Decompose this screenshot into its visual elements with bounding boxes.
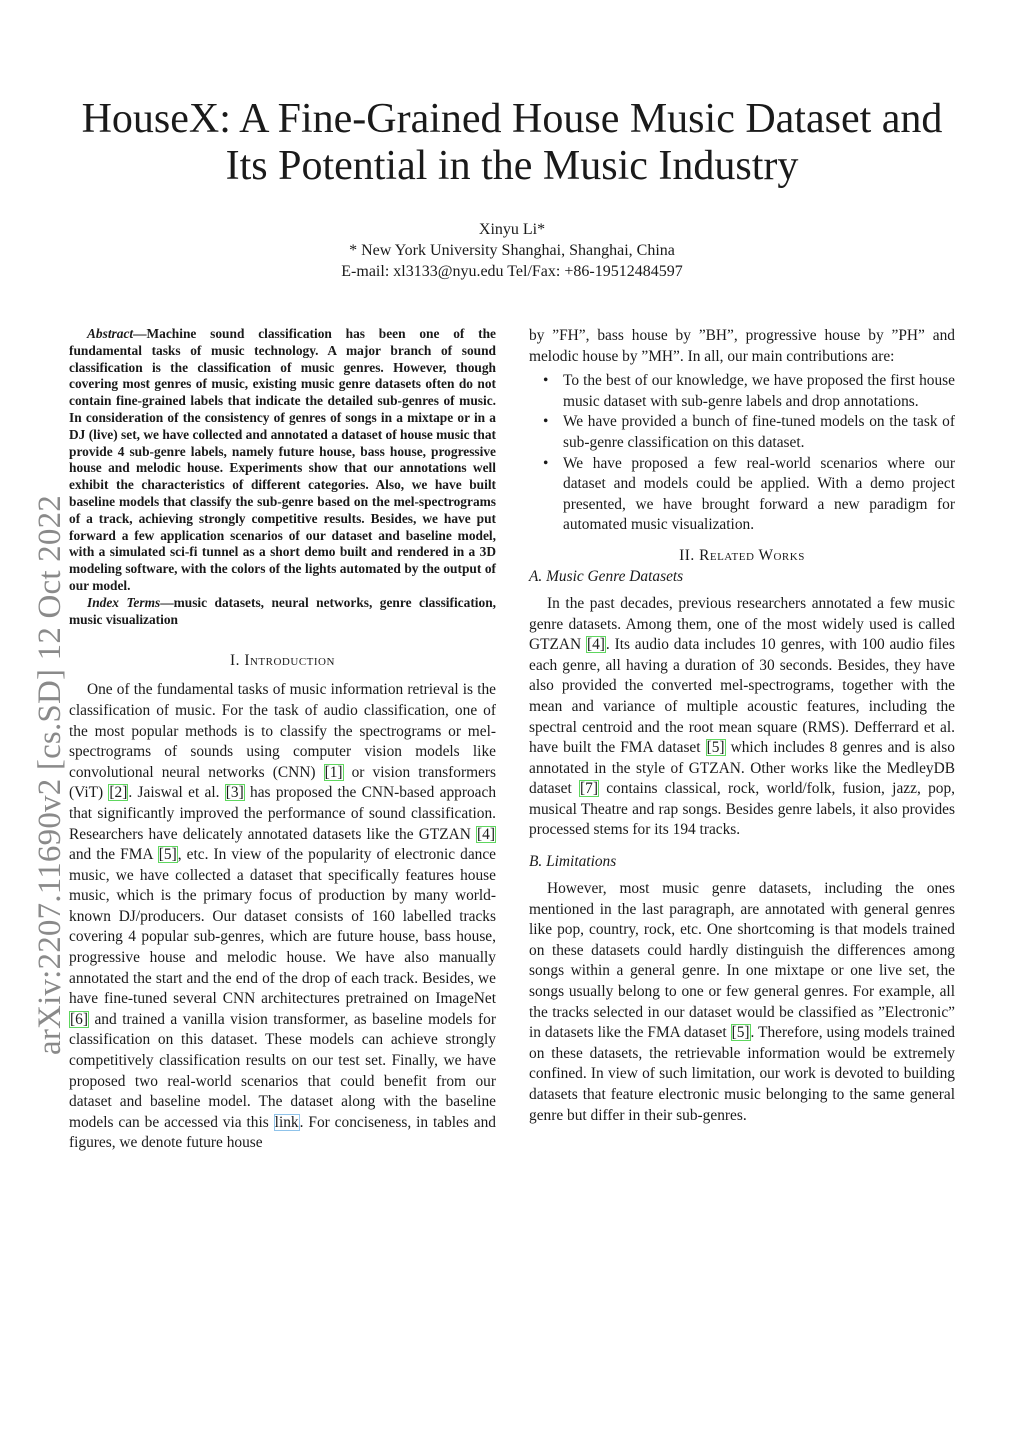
intro-text: has proposed the CNN-based approach that significantly improved the performance of sound classification. Researchers have delicately annotated datasets like the GTZAN: [69, 784, 497, 843]
citation-link[interactable]: [3]: [225, 784, 244, 802]
intro-text: One of the fundamental tasks of music information retrieval is the classification of music. For the task of audio classification, one of the most popular methods is to classify the spectrograms or mel-spectrograms of sounds using computer vision models like convolutional neural networks (CNN): [69, 681, 496, 781]
body-text: contains classical, rock, world/folk, fusion, jazz, pop, musical Theatre and rap songs. Besides genre labels, it also provides processed stems for its 194 tracks.: [529, 780, 955, 839]
body-text: However, most music genre datasets, including the ones mentioned in the last paragraph, are annotated with general genres like pop, country, rock, etc. One shortcoming is that models trained on these datasets could hardly distinguish the differences among songs within a general genre. In one mixtape or one live set, the songs usually belong to one or few general genres. For example, all the tracks selected in our dataset would be classified as ”Electronic” in datasets like the FMA dataset: [529, 880, 955, 1042]
intro-text: or vision transformers (ViT): [69, 763, 496, 802]
dataset-link[interactable]: link: [274, 1113, 299, 1131]
abstract: [69, 326, 496, 595]
body-text: . Therefore, using models trained on these datasets, the retrievable information would be extremely confined. In view of such limitation, our work is devoted to building datasets that feature electronic music belonging to the same general genre but differ in their sub-genres.: [529, 1024, 955, 1124]
left-column: [69, 326, 496, 1154]
intro-text: . Jaiswal et al.: [128, 784, 225, 802]
list-item: • To the best of our knowledge, we have proposed the first house music dataset with sub-genre labels and drop annotations.: [563, 371, 955, 412]
paper-title: HouseX: A Fine-Grained House Music Dataset and Its Potential in the Music Industry: [81, 96, 943, 189]
author-name: Xinyu Li*: [478, 221, 546, 238]
contributions-list: [529, 371, 955, 536]
index-terms-text: —music datasets, neural networks, genre classification, music visualization: [69, 594, 496, 627]
citation-link[interactable]: [1]: [324, 763, 343, 781]
intro-text: , etc. In view of the popularity of electronic dance music, we have collected a dataset that specifically features house music, which is the primary focus of production by many world-known DJ/producers. Our dataset consists of 160 labelled tracks covering 4 popular sub-genres, which are future house, bass house, progressive house and melodic house. We have also manually annotated the start and the end of the drop of each track. Besides, we have fine-tuned several CNN architectures pretrained on ImageNet: [69, 846, 497, 1008]
index-terms: [69, 595, 496, 629]
citation-link[interactable]: [5]: [731, 1024, 750, 1042]
section-heading-introduction: I. Introduction: [230, 652, 335, 670]
citation-link[interactable]: [2]: [109, 784, 128, 802]
section-heading-related-works: II. Related Works: [679, 546, 805, 564]
intro-text: and trained a vanilla vision transformer, as baseline models for classification on this dataset. These models can achieve strongly competitively classification results on our test set. Finally, we have proposed two real-world scenarios that could benefit from our dataset and baseline model. The dataset along with the baseline models can be accessed via this: [69, 1010, 496, 1131]
citation-link[interactable]: [5]: [158, 846, 177, 864]
citation-link[interactable]: [5]: [706, 739, 725, 757]
abstract-label: Abstract: [87, 326, 134, 341]
intro-text: . For conciseness, in tables and figures, we denote future house: [69, 1113, 496, 1152]
list-item: • We have proposed a few real-world scenarios where our dataset and models could be applied. With a demo project presented, we have brought forward a new paradigm for automated music visualization.: [563, 454, 955, 536]
citation-link[interactable]: [4]: [586, 636, 605, 654]
author-block: [100, 219, 924, 282]
contributions-lead: by ”FH”, bass house by ”BH”, progressive house by ”PH” and melodic house by ”MH”. In all, our main contributions are:: [529, 327, 955, 365]
citation-link[interactable]: [6]: [70, 1010, 88, 1028]
index-terms-label: Index Terms: [87, 594, 161, 610]
right-column: [529, 326, 955, 1126]
author-affiliation: * New York University Shanghai, Shanghai, China: [349, 242, 675, 259]
body-text: . Its audio data includes 10 genres, with 100 audio files each genre, all having a duration of 30 seconds. Besides, they have also provided the converted mel-spectrograms, together with the mean and variance of multiple acoustic features, including the spectral centroid and the root mean square (RMS). Defferrard et al. have built the FMA dataset: [529, 636, 955, 757]
intro-text: and the FMA: [69, 846, 158, 864]
music-genre-paragraph: [529, 594, 955, 841]
abstract-text: —Machine sound classification has been one of the fundamental tasks of music technology. A major branch of sound classification is the classification of music genres. However, though covering most genres of music, existing music genre datasets often do not contain fine-grained labels that indicate the detailed sub-genres of music. In consideration of the consistency of genres of songs in a mixtape or in a DJ (live) set, we have collected and annotated a dataset of house music that provide 4 sub-genre labels, namely future house, bass house, progressive house and melodic house. Experiments show that our annotations well exhibit the characteristics of different categories. Also, we have built baseline models that classify the sub-genre based on the mel-spectrograms of a track, achieving strongly competitive results. Besides, we have put forward a few application scenarios of our dataset and baseline model, with a simulated sci-fi tunnel as a short demo built and rendered in a 3D modeling software, with the colors of the lights automated by the output of our model.: [69, 326, 496, 593]
author-contact: E-mail: xl3133@nyu.edu Tel/Fax: +86-19512484597: [341, 263, 683, 280]
limitations-paragraph: [529, 879, 955, 1126]
introduction-paragraph: [69, 680, 496, 1154]
citation-link[interactable]: [4]: [477, 825, 495, 843]
citation-link[interactable]: [7]: [580, 780, 598, 798]
arxiv-identifier: arXiv:2207.11690v2 [cs.SD] 12 Oct 2022: [32, 495, 68, 1055]
list-item: • We have provided a bunch of fine-tuned models on the task of sub-genre classification on this dataset.: [563, 412, 955, 453]
subsection-heading-limitations: B. Limitations: [529, 853, 617, 871]
subsection-heading-music-genre-datasets: A. Music Genre Datasets: [529, 567, 684, 585]
body-text: which includes 8 genres and is also annotated in the style of GTZAN. Other works like the MedleyDB dataset: [529, 739, 955, 798]
body-text: In the past decades, previous researchers annotated a few music genre datasets. Among them, one of the most widely used is called GTZAN: [529, 594, 955, 654]
